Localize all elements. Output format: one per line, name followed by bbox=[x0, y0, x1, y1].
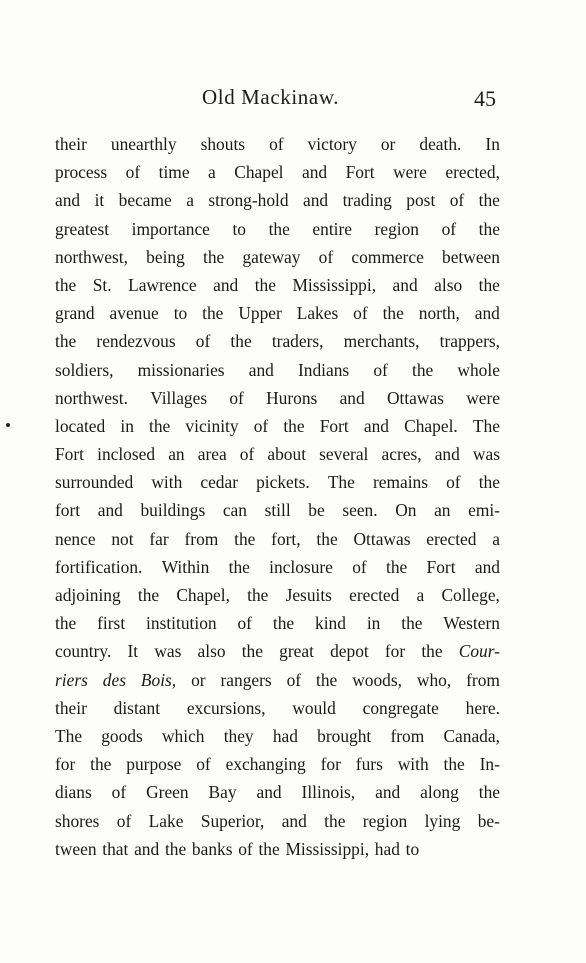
word: On bbox=[395, 500, 417, 521]
word: of bbox=[125, 162, 141, 183]
text-line bbox=[55, 553, 500, 581]
word: Lake bbox=[148, 810, 184, 831]
word: Chapel, bbox=[176, 585, 230, 605]
word: seen. bbox=[342, 500, 378, 521]
word: victory bbox=[307, 134, 357, 154]
word: unearthly bbox=[110, 134, 177, 154]
word: of bbox=[352, 556, 367, 577]
text-line bbox=[55, 525, 500, 553]
word: the bbox=[478, 782, 500, 803]
word: grand bbox=[55, 303, 95, 324]
word: an bbox=[168, 444, 185, 465]
word: who, bbox=[416, 669, 452, 690]
word: fort, bbox=[271, 528, 301, 549]
text-line bbox=[55, 243, 500, 271]
word: or bbox=[191, 669, 206, 690]
word: The bbox=[472, 415, 500, 436]
word: trading bbox=[342, 190, 392, 211]
word: of bbox=[373, 359, 388, 380]
text-line bbox=[55, 158, 500, 186]
word: soldiers, bbox=[55, 359, 114, 380]
word: fortification. bbox=[55, 556, 143, 577]
word: from bbox=[184, 528, 219, 549]
word: Green bbox=[146, 782, 189, 803]
word: entire bbox=[312, 218, 352, 239]
word: whole bbox=[457, 359, 500, 380]
word: of bbox=[196, 754, 211, 775]
word: Mississippi, bbox=[285, 838, 370, 859]
word: merchants, bbox=[343, 331, 420, 352]
text-line bbox=[55, 327, 500, 355]
word: can bbox=[222, 500, 247, 521]
word: in bbox=[366, 613, 381, 634]
word: the bbox=[478, 218, 500, 239]
word: and bbox=[97, 500, 123, 521]
word: Superior, bbox=[200, 810, 265, 831]
word: the bbox=[203, 246, 225, 267]
word: of bbox=[286, 669, 302, 690]
word: tween bbox=[55, 838, 97, 859]
word: the bbox=[55, 274, 77, 295]
word: and bbox=[213, 274, 239, 295]
word: and bbox=[339, 387, 365, 408]
word: erected bbox=[426, 528, 477, 549]
word: Mississippi, bbox=[292, 274, 377, 295]
word: were bbox=[393, 162, 427, 183]
word: Cour- bbox=[458, 641, 500, 662]
word: a bbox=[186, 190, 194, 211]
word: purpose bbox=[126, 754, 182, 775]
word: and bbox=[434, 444, 460, 465]
text-line bbox=[55, 750, 500, 778]
word: lying bbox=[424, 810, 461, 831]
word: shores bbox=[55, 810, 100, 831]
word: the bbox=[401, 613, 423, 634]
word: the bbox=[478, 274, 500, 295]
word: and bbox=[281, 810, 307, 831]
word: for bbox=[384, 641, 406, 662]
word: country. bbox=[55, 641, 112, 662]
word: still bbox=[264, 500, 291, 521]
text-line bbox=[55, 186, 500, 214]
word: of bbox=[239, 444, 255, 465]
running-head bbox=[0, 82, 586, 116]
word: the bbox=[254, 274, 276, 295]
word: be- bbox=[477, 810, 500, 831]
word: Illinois, bbox=[301, 782, 356, 803]
word: they bbox=[223, 725, 254, 746]
word: kind bbox=[315, 613, 346, 634]
word: along bbox=[420, 782, 459, 803]
word: erected bbox=[349, 585, 400, 605]
word: also bbox=[197, 641, 226, 662]
word: the bbox=[55, 331, 77, 352]
word: vicinity bbox=[185, 415, 239, 436]
word: avenue bbox=[109, 303, 159, 324]
text-line bbox=[55, 356, 500, 384]
word: Villages bbox=[150, 387, 208, 408]
word: the bbox=[316, 528, 338, 549]
word: riers bbox=[55, 669, 88, 690]
word: Fort bbox=[345, 162, 375, 183]
word: from bbox=[390, 725, 425, 746]
word: Hurons bbox=[266, 387, 318, 408]
word: of bbox=[441, 218, 457, 239]
word: rangers bbox=[220, 669, 272, 690]
word: Bay bbox=[208, 782, 237, 803]
word: also bbox=[434, 274, 463, 295]
word: their bbox=[55, 134, 87, 154]
word: the bbox=[478, 190, 500, 211]
word: Indians bbox=[298, 359, 350, 380]
text-line bbox=[55, 299, 500, 327]
word: Lawrence bbox=[128, 274, 197, 295]
word: here. bbox=[465, 697, 500, 718]
word: pickets. bbox=[256, 472, 310, 493]
word: of bbox=[111, 782, 127, 803]
word: which bbox=[161, 725, 205, 746]
word: a bbox=[492, 528, 500, 549]
word: inclosed bbox=[97, 444, 156, 465]
word: death. bbox=[419, 134, 462, 154]
word: for bbox=[55, 754, 76, 775]
word: it bbox=[94, 190, 105, 211]
word: of bbox=[195, 331, 211, 352]
word: and bbox=[375, 782, 401, 803]
word: The bbox=[327, 472, 355, 493]
word: erected, bbox=[445, 162, 500, 183]
word: with bbox=[151, 472, 183, 493]
word: Fort bbox=[55, 444, 84, 465]
word: region bbox=[374, 218, 420, 239]
word: and bbox=[392, 274, 418, 295]
word: of bbox=[318, 246, 334, 267]
word: acres, bbox=[381, 444, 422, 465]
word: was bbox=[154, 641, 182, 662]
word: being bbox=[146, 246, 185, 267]
word: cedar bbox=[200, 472, 239, 493]
word: about bbox=[267, 444, 307, 465]
word: Fort bbox=[426, 556, 456, 577]
word: north, bbox=[418, 303, 460, 324]
word: the bbox=[230, 331, 252, 352]
word: the bbox=[241, 641, 263, 662]
word: Lakes bbox=[296, 303, 339, 324]
word: commerce bbox=[351, 246, 424, 267]
word: the bbox=[421, 641, 443, 662]
word: the bbox=[412, 359, 434, 380]
word: traders, bbox=[271, 331, 324, 352]
word: process bbox=[55, 162, 108, 183]
text-line bbox=[55, 666, 500, 694]
text-line bbox=[55, 384, 500, 412]
word: of bbox=[446, 472, 461, 493]
word: goods bbox=[101, 725, 143, 746]
word: St. bbox=[92, 274, 112, 295]
word: In bbox=[485, 134, 500, 154]
word: Western bbox=[443, 613, 500, 634]
word: the bbox=[149, 415, 171, 436]
word: the bbox=[258, 838, 280, 859]
page-number: 45 bbox=[474, 86, 496, 111]
word: and bbox=[134, 838, 160, 859]
running-title: Old Mackinaw. bbox=[202, 85, 340, 109]
word: banks bbox=[191, 838, 233, 859]
word: buildings bbox=[140, 500, 206, 521]
word: northwest. bbox=[55, 387, 128, 408]
word: dians bbox=[55, 782, 92, 803]
word: inclosure bbox=[269, 556, 333, 577]
word: the bbox=[90, 754, 112, 775]
word: Chapel. bbox=[404, 415, 458, 436]
word: Jesuits bbox=[285, 585, 332, 605]
word: were bbox=[466, 387, 500, 408]
word: of bbox=[238, 838, 253, 859]
word: the bbox=[202, 303, 224, 324]
word: the bbox=[386, 556, 408, 577]
word: the bbox=[234, 528, 256, 549]
word: the bbox=[247, 585, 269, 605]
word: for bbox=[320, 754, 341, 775]
word: distant bbox=[113, 697, 161, 718]
word: that bbox=[102, 838, 129, 859]
word: trappers, bbox=[439, 331, 500, 352]
text-line bbox=[55, 778, 500, 806]
word: greatest bbox=[55, 218, 110, 239]
word: The bbox=[55, 725, 83, 746]
word: or bbox=[380, 134, 396, 154]
text-line bbox=[55, 496, 500, 524]
word: from bbox=[466, 669, 500, 690]
word: and bbox=[256, 782, 282, 803]
text-line bbox=[55, 468, 500, 496]
word: fort bbox=[55, 500, 81, 521]
word: Bois, bbox=[140, 669, 177, 690]
text-line bbox=[55, 694, 500, 722]
word: Within bbox=[161, 556, 210, 577]
word: Ottawas bbox=[386, 387, 444, 408]
word: College, bbox=[441, 585, 500, 605]
word: strong-hold bbox=[208, 190, 289, 211]
word: located bbox=[55, 415, 106, 436]
word: had bbox=[374, 838, 400, 859]
word: several bbox=[319, 444, 369, 465]
word: the bbox=[272, 613, 295, 634]
word: an bbox=[434, 500, 451, 521]
word: and bbox=[363, 415, 389, 436]
word: Upper bbox=[238, 303, 282, 324]
word: institution bbox=[146, 613, 217, 634]
word: remains bbox=[372, 472, 429, 493]
word: the bbox=[443, 754, 465, 775]
word: of bbox=[237, 613, 252, 634]
word: in bbox=[120, 415, 134, 436]
text-line bbox=[55, 807, 500, 835]
word: rendezvous bbox=[96, 331, 176, 352]
word: the bbox=[478, 472, 500, 493]
word: their bbox=[55, 697, 87, 718]
word: shouts bbox=[200, 134, 246, 154]
word: first bbox=[97, 613, 126, 634]
word: the bbox=[137, 585, 160, 605]
word: brought bbox=[317, 725, 372, 746]
word: Chapel bbox=[234, 162, 284, 183]
word: nence bbox=[55, 528, 96, 549]
word: had bbox=[272, 725, 298, 746]
word: and bbox=[474, 303, 500, 324]
word: a bbox=[416, 585, 425, 605]
word: was bbox=[472, 444, 500, 465]
text-line bbox=[55, 215, 500, 243]
word: excursions, bbox=[186, 697, 266, 718]
text-line bbox=[55, 637, 500, 665]
word: became bbox=[118, 190, 172, 211]
text-line bbox=[55, 412, 500, 440]
margin-mark bbox=[6, 423, 10, 427]
word: to bbox=[232, 218, 246, 239]
word: the bbox=[283, 415, 305, 436]
word: far bbox=[149, 528, 169, 549]
word: would bbox=[292, 697, 336, 718]
word: the bbox=[164, 838, 187, 859]
word: a bbox=[208, 162, 216, 183]
word: of bbox=[269, 134, 284, 154]
word: the bbox=[382, 303, 404, 324]
word: of bbox=[353, 303, 368, 324]
text-line bbox=[55, 835, 500, 863]
word: woods, bbox=[352, 669, 402, 690]
body-text bbox=[55, 130, 500, 863]
word: In- bbox=[479, 754, 500, 775]
word: surrounded bbox=[55, 472, 134, 493]
word: gateway bbox=[242, 246, 301, 267]
word: of bbox=[229, 387, 244, 408]
text-line bbox=[55, 609, 500, 637]
word: the bbox=[55, 613, 77, 634]
word: to bbox=[405, 838, 420, 859]
word: not bbox=[111, 528, 134, 549]
word: great bbox=[279, 641, 314, 662]
word: missionaries bbox=[137, 359, 225, 380]
word: exchanging bbox=[225, 754, 306, 775]
word: the bbox=[316, 669, 338, 690]
word: congregate bbox=[362, 697, 439, 718]
word: the bbox=[228, 556, 250, 577]
word: region bbox=[362, 810, 408, 831]
word: It bbox=[127, 641, 139, 662]
text-line bbox=[55, 130, 500, 158]
word: of bbox=[253, 415, 269, 436]
word: area bbox=[197, 444, 227, 465]
word: Fort bbox=[319, 415, 349, 436]
word: between bbox=[442, 246, 500, 267]
word: with bbox=[397, 754, 429, 775]
word: the bbox=[268, 218, 290, 239]
word: of bbox=[449, 190, 465, 211]
word: depot bbox=[330, 641, 369, 662]
word: post bbox=[406, 190, 436, 211]
word: and bbox=[55, 190, 81, 211]
word: furs bbox=[355, 754, 383, 775]
word: time bbox=[158, 162, 190, 183]
word: and bbox=[302, 162, 328, 183]
word: to bbox=[173, 303, 188, 324]
word: be bbox=[308, 500, 325, 521]
word: emi- bbox=[468, 500, 500, 521]
text-line bbox=[55, 440, 500, 468]
word: and bbox=[248, 359, 274, 380]
word: des bbox=[102, 669, 126, 690]
word: the bbox=[324, 810, 346, 831]
text-line bbox=[55, 271, 500, 299]
word: Ottawas bbox=[353, 528, 411, 549]
word: and bbox=[474, 556, 500, 577]
text-line bbox=[55, 722, 500, 750]
word: northwest, bbox=[55, 246, 128, 267]
text-line bbox=[55, 581, 500, 609]
word: and bbox=[303, 190, 329, 211]
word: Canada, bbox=[443, 725, 500, 746]
word: importance bbox=[131, 218, 210, 239]
word: of bbox=[116, 810, 132, 831]
word: adjoining bbox=[55, 585, 121, 605]
